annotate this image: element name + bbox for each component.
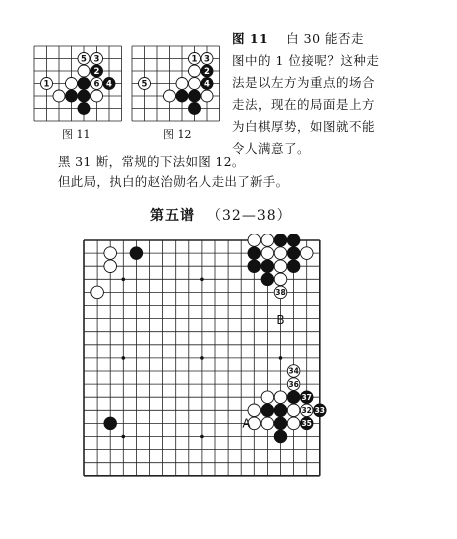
black-stone — [78, 78, 90, 90]
move-number-label: 3 — [204, 54, 210, 65]
white-stone — [248, 404, 261, 417]
white-stone — [274, 260, 287, 273]
star-point — [279, 356, 283, 360]
white-stone — [201, 90, 213, 102]
move-number-label: 33 — [314, 406, 326, 415]
white-stone — [274, 273, 287, 286]
move-number-label: 37 — [301, 392, 312, 402]
move-number-label: 4 — [204, 79, 210, 90]
go-board-figure-12 — [128, 44, 232, 124]
black-stone — [78, 90, 90, 102]
marker-b: B — [276, 312, 285, 327]
move-number-label: 34 — [288, 366, 299, 376]
figure-11-label: 图 11 — [62, 128, 91, 141]
black-stone — [287, 247, 300, 260]
black-stone — [274, 234, 287, 246]
black-stone — [261, 404, 274, 417]
move-number-label: 6 — [93, 79, 100, 90]
white-stone — [261, 247, 274, 260]
black-stone — [274, 430, 287, 443]
white-stone — [274, 247, 287, 260]
black-stone — [274, 404, 287, 417]
caption-line-4: 走法，现在的局面是上方 — [232, 97, 376, 112]
move-number-label: 1 — [191, 54, 198, 65]
move-number-label: 35 — [301, 419, 312, 429]
diagram-move-range: （32—38） — [207, 208, 292, 224]
white-stone — [66, 78, 78, 90]
go-board-main-diagram — [78, 234, 378, 488]
diagram-title — [150, 205, 292, 225]
white-stone — [176, 78, 188, 90]
white-stone — [287, 417, 300, 430]
black-stone — [104, 417, 117, 430]
move-number-label: 2 — [93, 67, 100, 78]
move-number-label: 3 — [93, 54, 100, 65]
move-number-label: 38 — [275, 288, 286, 298]
white-stone — [287, 404, 300, 417]
caption-line-3: 法是以左方为重点的场合 — [232, 75, 376, 90]
body-line-2: 但此局，执白的赵治勋名人走出了新手。 — [58, 174, 289, 189]
star-point — [122, 278, 126, 282]
white-stone — [261, 234, 274, 246]
caption-figure-label: 图 11 — [232, 31, 269, 46]
figure-11-caption — [232, 28, 448, 160]
black-stone — [78, 103, 90, 115]
star-point — [200, 278, 204, 282]
white-stone — [91, 90, 103, 102]
diagram-title-text: 第五谱 — [150, 208, 195, 224]
white-stone — [189, 65, 201, 77]
black-stone — [287, 260, 300, 273]
figure-12-label: 图 12 — [163, 128, 192, 141]
white-stone — [53, 90, 65, 102]
move-number-label: 1 — [43, 79, 50, 90]
white-stone — [248, 234, 261, 246]
black-stone — [248, 247, 261, 260]
caption-line-1-text: 白 30 能否走 — [286, 31, 365, 46]
caption-line-6: 令人满意了。 — [232, 141, 311, 156]
move-number-label: 4 — [106, 79, 112, 90]
black-stone — [287, 391, 300, 404]
marker-a: A — [242, 416, 251, 431]
white-stone — [104, 247, 117, 260]
black-stone — [274, 417, 287, 430]
body-line-1: 黑 31 断，常规的下法如图 12。 — [58, 154, 245, 169]
white-stone — [78, 65, 90, 77]
white-stone — [261, 391, 274, 404]
caption-line-2: 图中的 1 位接呢？这种走 — [232, 53, 380, 68]
white-stone — [164, 90, 176, 102]
caption-line-5: 为白棋厚势，如图就不能 — [232, 119, 376, 134]
move-number-label: 36 — [288, 379, 299, 389]
white-stone — [261, 417, 274, 430]
star-point — [122, 356, 126, 360]
white-stone — [91, 286, 104, 299]
move-number-label: 2 — [204, 67, 210, 78]
black-stone — [66, 90, 78, 102]
white-stone — [274, 391, 287, 404]
move-number-label: 32 — [301, 406, 312, 415]
move-number-label: 5 — [141, 79, 148, 90]
black-stone — [261, 273, 274, 286]
star-point — [122, 435, 126, 439]
white-stone — [300, 247, 313, 260]
white-stone — [189, 78, 201, 90]
black-stone — [287, 234, 300, 246]
black-stone — [130, 247, 143, 260]
black-stone — [189, 90, 201, 102]
move-number-label: 5 — [81, 54, 87, 65]
black-stone — [248, 260, 261, 273]
black-stone — [189, 103, 201, 115]
white-stone — [104, 260, 117, 273]
caption-line-1 — [232, 28, 448, 50]
go-board-figure-11 — [30, 44, 130, 124]
black-stone — [176, 90, 188, 102]
star-point — [200, 435, 204, 439]
star-point — [200, 356, 204, 360]
black-stone — [261, 260, 274, 273]
